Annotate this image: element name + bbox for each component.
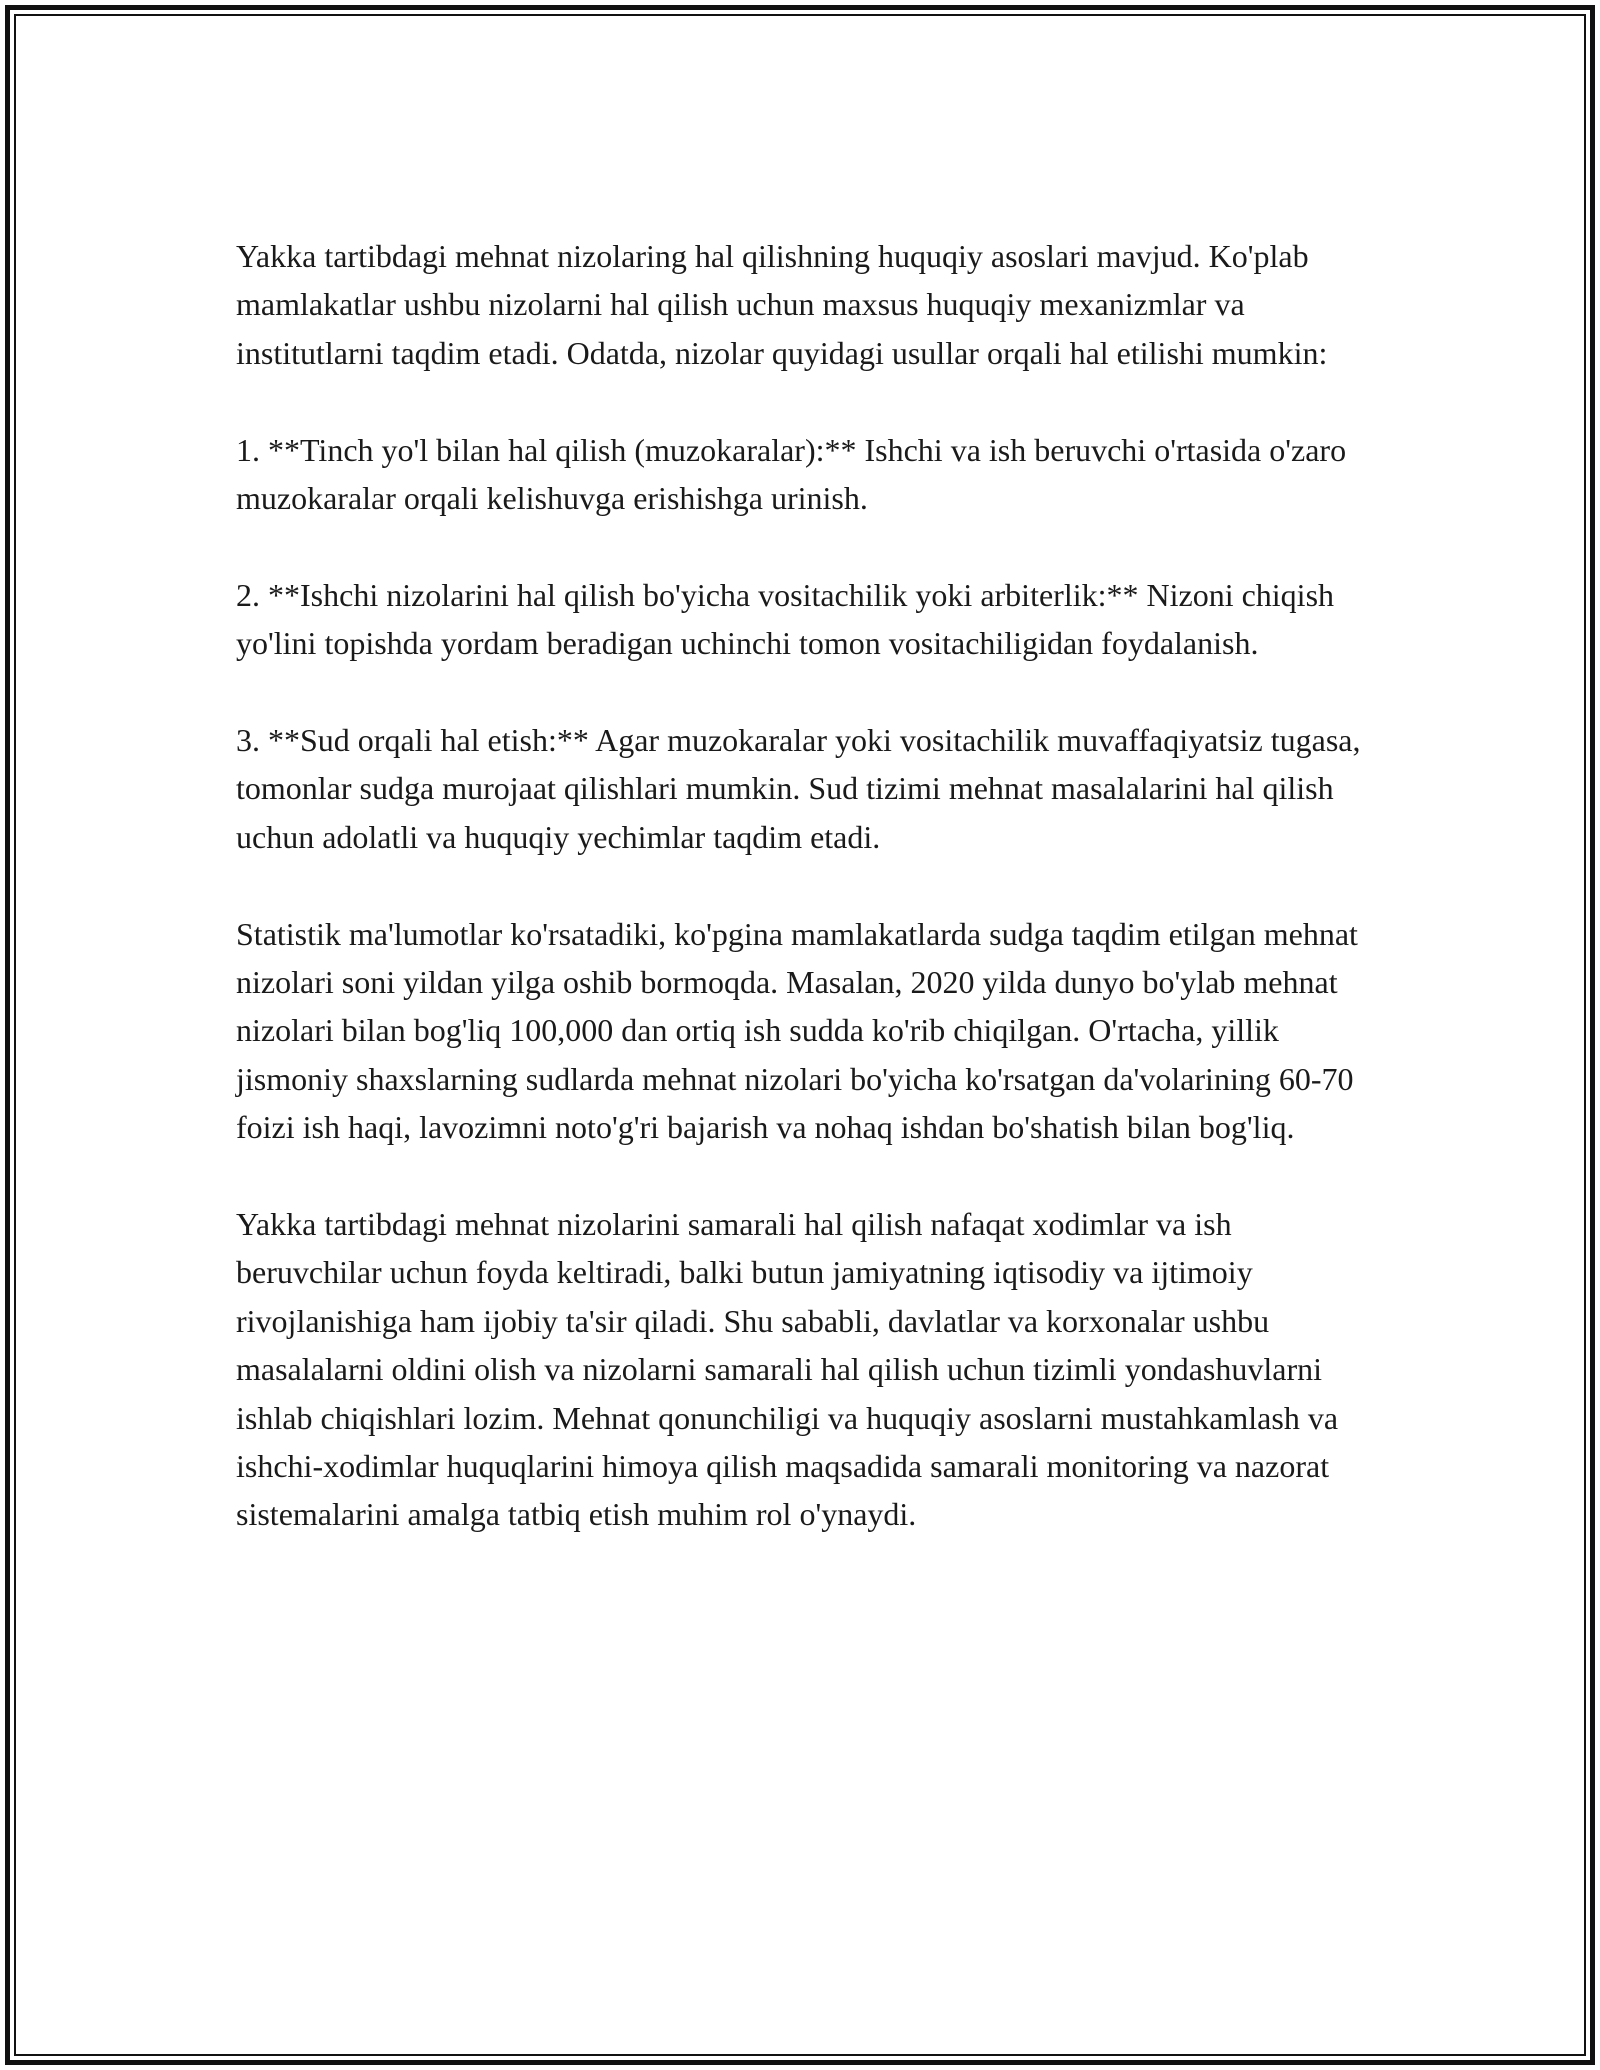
list-item-2: 2. **Ishchi nizolarini hal qilish bo'yicha vositachilik yoki arbiterlik:** Nizoni chiqish yo'lini topishda yordam beradigan uchinchi tomon vositachiligidan foydalanish. [236, 576, 1335, 662]
document-body [236, 232, 1376, 1539]
list-item-3: 3. **Sud orqali hal etish:** Agar muzokaralar yoki vositachilik muvaffaqiyatsiz tugasa, tomonlar sudga murojaat qilishlari mumkin. Sud tizimi mehnat masalalarini hal qilish uchun adolatli va huquqiy yechimlar taqdim etadi. [236, 722, 1361, 855]
statistics-paragraph: Statistik ma'lumotlar ko'rsatadiki, ko'pgina mamlakatlarda sudga taqdim etilgan mehnat nizolari soni yildan yilga oshib bormoqda. Masalan, 2020 yilda dunyo bo'ylab mehnat nizolari bilan bog'liq 100,000 dan ortiq ish sudda ko'rib chiqilgan. O'rtacha, yillik jismoniy shaxslarning sudlarda mehnat nizolari bo'yicha ko'rsatgan da'volarining 60-70 foizi ish haqi, lavozimni noto'g'ri bajarish va nohaq ishdan bo'shatish bilan bog'liq. [236, 915, 1358, 1146]
intro-paragraph: Yakka tartibdagi mehnat nizolaring hal qilishning huquqiy asoslari mavjud. Ko'plab mamlakatlar ushbu nizolarni hal qilish uchun maxsus huquqiy mexanizmlar va institutlarni taqdim etadi. Odatda, nizolar quyidagi usullar orqali hal etilishi mumkin: [236, 238, 1328, 371]
list-item-1: 1. **Tinch yo'l bilan hal qilish (muzokaralar):** Ishchi va ish beruvchi o'rtasida o'zaro muzokaralar orqali kelishuvga erishishga urinish. [236, 431, 1347, 517]
conclusion-paragraph: Yakka tartibdagi mehnat nizolarini samarali hal qilish nafaqat xodimlar va ish beruvchilar uchun foyda keltiradi, balki butun jamiyatning iqtisodiy va ijtimoiy rivojlanishiga ham ijobiy ta'sir qiladi. Shu sababli, davlatlar va korxonalar ushbu masalalarni oldini olish va nizolarni samarali hal qilish uchun tizimli yondashuvlarni ishlab chiqishlari lozim. Mehnat qonunchiligi va huquqiy asoslarni mustahkamlash va ishchi-xodimlar huquqlarini himoya qilish maqsadida samarali monitoring va nazorat sistemalarini amalga tatbiq etish muhim rol o'ynaydi. [236, 1206, 1339, 1533]
